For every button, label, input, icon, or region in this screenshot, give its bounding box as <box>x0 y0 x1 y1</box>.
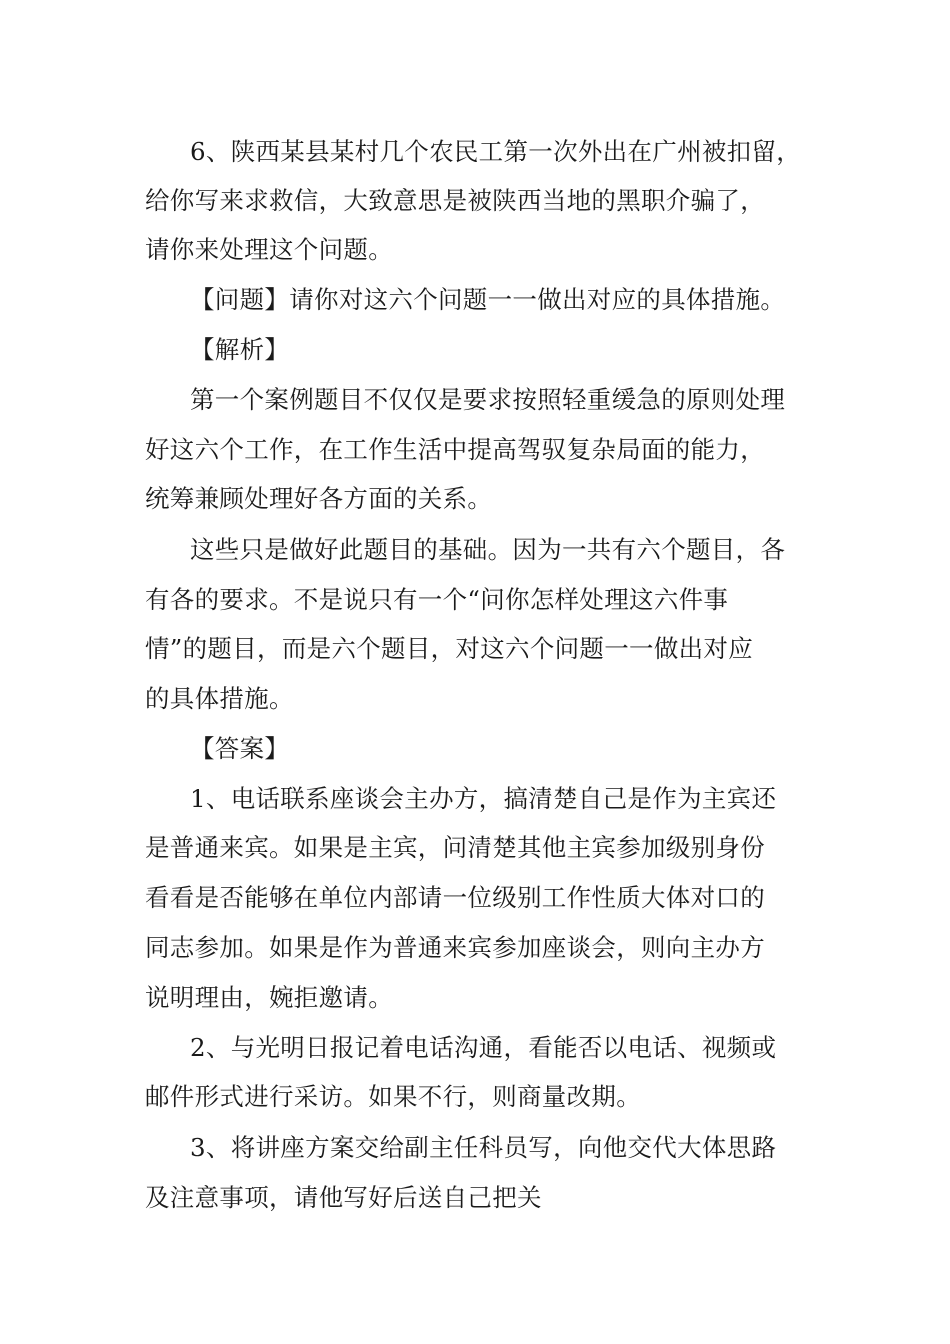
answer2-line-1: 2、与光明日报记着电话沟通，看能否以电话、视频或 <box>190 1033 777 1062</box>
answer3-line-2: 及注意事项，请他写好后送自己把关 <box>145 1183 542 1212</box>
item6-line-3: 请你来处理这个问题。 <box>145 235 393 264</box>
answer1-line-2: 是普通来宾。如果是主宾，问清楚其他主宾参加级别身份 <box>145 833 765 862</box>
answer1-line-1: 1、电话联系座谈会主办方，搞清楚自己是作为主宾还 <box>190 784 777 813</box>
answer1-line-5: 说明理由，婉拒邀请。 <box>145 983 393 1012</box>
analysis-p1-line-1: 第一个案例题目不仅仅是要求按照轻重缓急的原则处理 <box>190 385 786 414</box>
analysis-heading: 【解析】 <box>190 335 290 364</box>
answer1-line-4: 同志参加。如果是作为普通来宾参加座谈会，则向主办方 <box>145 933 765 962</box>
answer3-line-1: 3、将讲座方案交给副主任科员写，向他交代大体思路 <box>190 1133 777 1162</box>
item6-line-1: 6、陕西某县某村几个农民工第一次外出在广州被扣留， <box>190 137 802 166</box>
analysis-p2-line-4: 的具体措施。 <box>145 684 294 713</box>
question-line: 【问题】请你对这六个问题一一做出对应的具体措施。 <box>190 285 786 314</box>
analysis-p2-line-3: 情”的题目，而是六个题目，对这六个问题一一做出对应 <box>145 634 754 663</box>
analysis-p1-line-3: 统筹兼顾处理好各方面的关系。 <box>145 484 493 513</box>
analysis-p2-line-1: 这些只是做好此题目的基础。因为一共有六个题目，各 <box>190 535 786 564</box>
answer-heading: 【答案】 <box>190 734 290 763</box>
analysis-p1-line-2: 好这六个工作，在工作生活中提高驾驭复杂局面的能力， <box>145 435 765 464</box>
analysis-p2-line-2: 有各的要求。不是说只有一个“问你怎样处理这六件事 <box>145 585 729 614</box>
answer2-line-2: 邮件形式进行采访。如果不行，则商量改期。 <box>145 1082 641 1111</box>
item6-line-2: 给你写来求救信，大致意思是被陕西当地的黑职介骗了， <box>145 186 765 215</box>
answer1-line-3: 看看是否能够在单位内部请一位级别工作性质大体对口的 <box>145 883 765 912</box>
